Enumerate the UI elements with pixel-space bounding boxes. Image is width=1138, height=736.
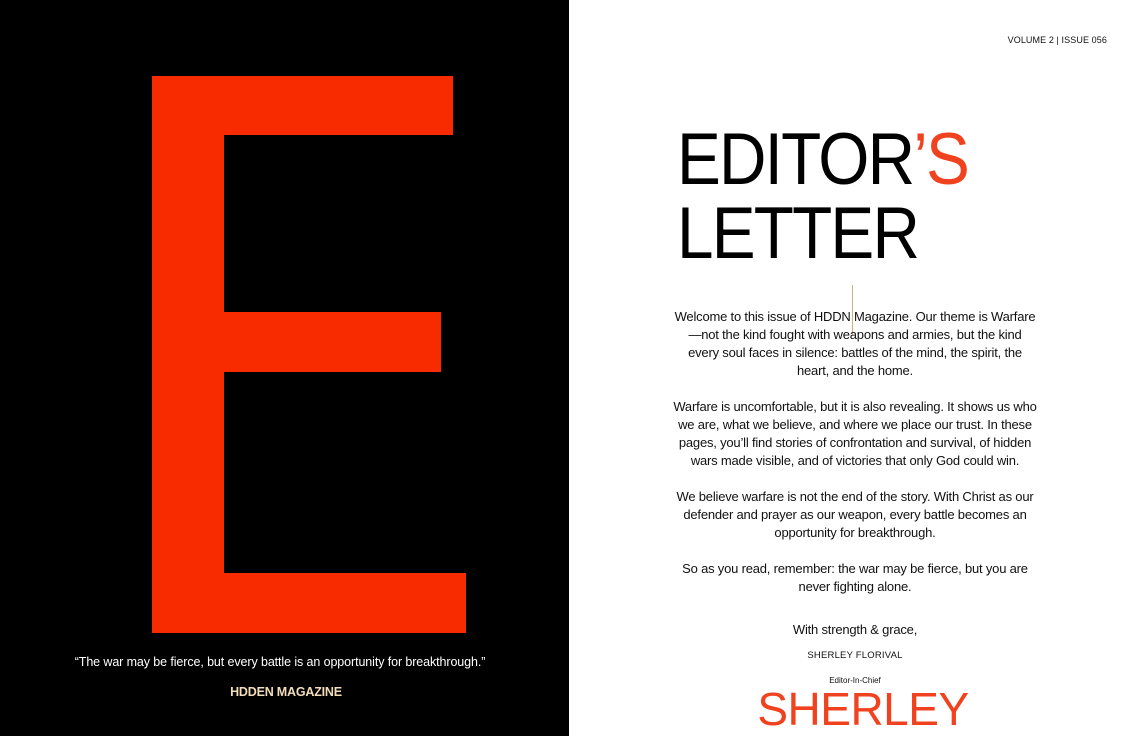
signoff: With strength & grace, xyxy=(792,622,918,637)
signature: SHERLEY xyxy=(757,683,969,735)
title-line-2: LETTER xyxy=(677,193,919,274)
magazine-name: HDDEN MAGAZINE xyxy=(230,685,342,699)
title-line-1: EDITOR’S xyxy=(677,119,969,200)
drop-letter-e xyxy=(152,76,466,633)
letter-body xyxy=(672,308,1038,614)
signer-name: SHERLEY FLORIVAL xyxy=(807,650,903,661)
issue-label: VOLUME 2 | ISSUE 056 xyxy=(1007,35,1107,45)
paragraph-3: We believe warfare is not the end of the story. With Christ as our defender and prayer as our weapon, every battle becomes an opportunity for breakthrough. xyxy=(676,489,1034,540)
paragraph-2: Warfare is uncomfortable, but it is also revealing. It shows us who we are, what we believe, and where we place our trust. In these pages, you’ll find stories of confrontation and survival, of hidden wars made visible, and of victories that only God could win. xyxy=(673,399,1037,468)
paragraph-1: Welcome to this issue of HDDN Magazine. Our theme is Warfare—not the kind fought with weapons and armies, but the kind every soul faces in silence: battles of the mind, the spirit, the heart, and the home. xyxy=(674,309,1036,378)
pull-quote: “The war may be fierce, but every battle is an opportunity for breakthrough.” xyxy=(74,655,486,669)
title-accent: ’S xyxy=(913,119,969,200)
page-title xyxy=(677,119,969,274)
signer-title: Editor-In-Chief xyxy=(829,676,881,685)
paragraph-4: So as you read, remember: the war may be fierce, but you are never fighting alone. xyxy=(682,561,1028,594)
